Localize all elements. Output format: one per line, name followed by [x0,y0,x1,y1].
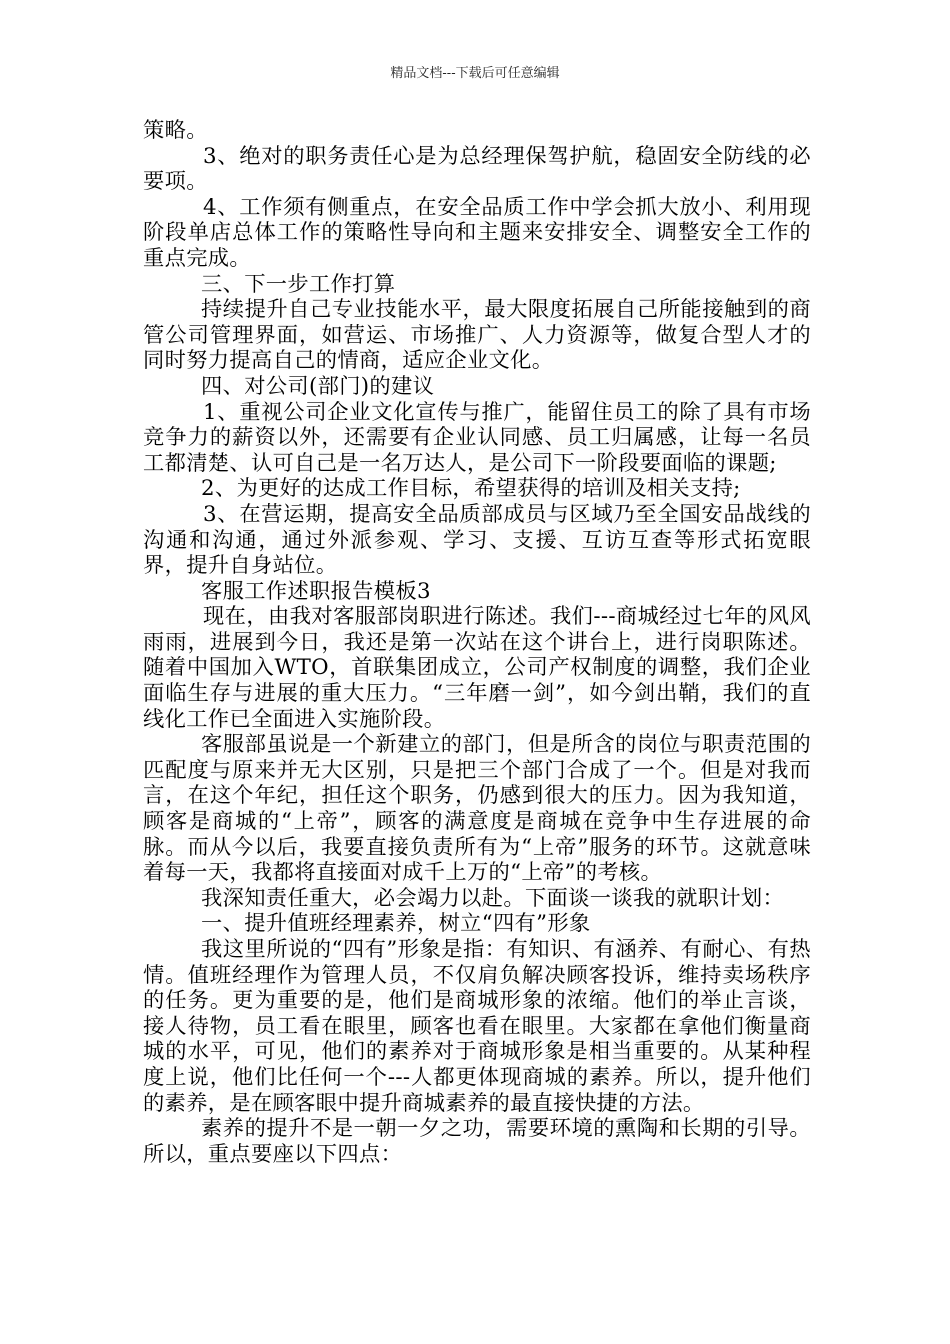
section-heading: 三、下一步工作打算 [201,271,396,297]
paragraph: 我深知责任重大，必会竭力以赴。下面谈一谈我的就职计划： [201,885,785,911]
paragraph: 3、绝对的职务责任心是为总经理保驾护航，稳固安全防线的必要项。 [143,143,811,195]
paragraph: 素养的提升不是一朝一夕之功，需要环境的熏陶和长期的引导。所以，重点要座以下四点： [143,1116,811,1167]
section-heading: 四、对公司(部门)的建议 [201,373,435,399]
paragraph: 4、工作须有侧重点，在安全品质工作中学会抓大放小、利用现阶段单店总体工作的策略性导向和主题来安排安全、调整安全工作的重点完成。 [143,194,811,271]
section-heading: 客服工作述职报告模板3 [201,578,431,604]
document-body [143,118,811,1167]
paragraph: 持续提升自己专业技能水平，最大限度拓展自己所能接触到的商管公司管理界面，如营运、市场推广、人力资源等，做复合型人才的同时努力提高自己的情商，适应企业文化。 [143,297,811,374]
paragraph: 现在，由我对客服部岗职进行陈述。我们---商城经过七年的风风雨雨，进展到今日，我还是第一次站在这个讲台上，进行岗职陈述。随着中国加入WTO，首联集团成立，公司产权制度的调整，我们企业面临生存与进展的重大压力。“三年磨一剑”，如今剑出鞘，我们的直线化工作已全面进入实施阶段。 [143,604,811,732]
page-header: 精品文档---下载后可任意编辑 [390,66,560,81]
paragraph: 策略。 [143,118,208,143]
paragraph: 3、在营运期，提高安全品质部成员与区域乃至全国安品战线的沟通和沟通，通过外派参观、学习、支援、互访互查等形式拓宽眼界，提升自身站位。 [143,501,811,579]
paragraph: 客服部虽说是一个新建立的部门，但是所含的岗位与职责范围的匹配度与原来并无大区别，只是把三个部门合成了一个。但是对我而言，在这个年纪，担任这个职务，仍感到很大的压力。因为我知道，顾客是商城的“上帝”，顾客的满意度是商城在竞争中生存进展的命脉。而从今以后，我要直接负责所有为“上帝”服务的环节。这就意味着每一天，我都将直接面对成千上万的“上帝”的考核。 [143,732,811,886]
paragraph: 我这里所说的“四有”形象是指：有知识、有涵养、有耐心、有热情。值班经理作为管理人员，不仅肩负解决顾客投诉，维持卖场秩序的任务。更为重要的是，他们是商城形象的浓缩。他们的举止言谈，接人待物，员工看在眼里，顾客也看在眼里。大家都在拿他们衡量商城的水平，可见，他们的素养对于商城形象是相当重要的。从某种程度上说，他们比任何一个---人都更体现商城的素养。所以，提升他们的素养，是在顾客眼中提升商城素养的最直接快捷的方法。 [143,937,811,1116]
section-heading: 一、提升值班经理素养，树立“四有”形象 [201,911,591,937]
paragraph: 2、为更好的达成工作目标，希望获得的培训及相关支持; [201,476,741,502]
paragraph: 1、重视公司企业文化宣传与推广，能留住员工的除了具有市场竞争力的薪资以外，还需要有企业认同感、员工归属感，让每一名员工都清楚、认可自己是一名万达人，是公司下一阶段要面临的课题; [143,399,811,476]
